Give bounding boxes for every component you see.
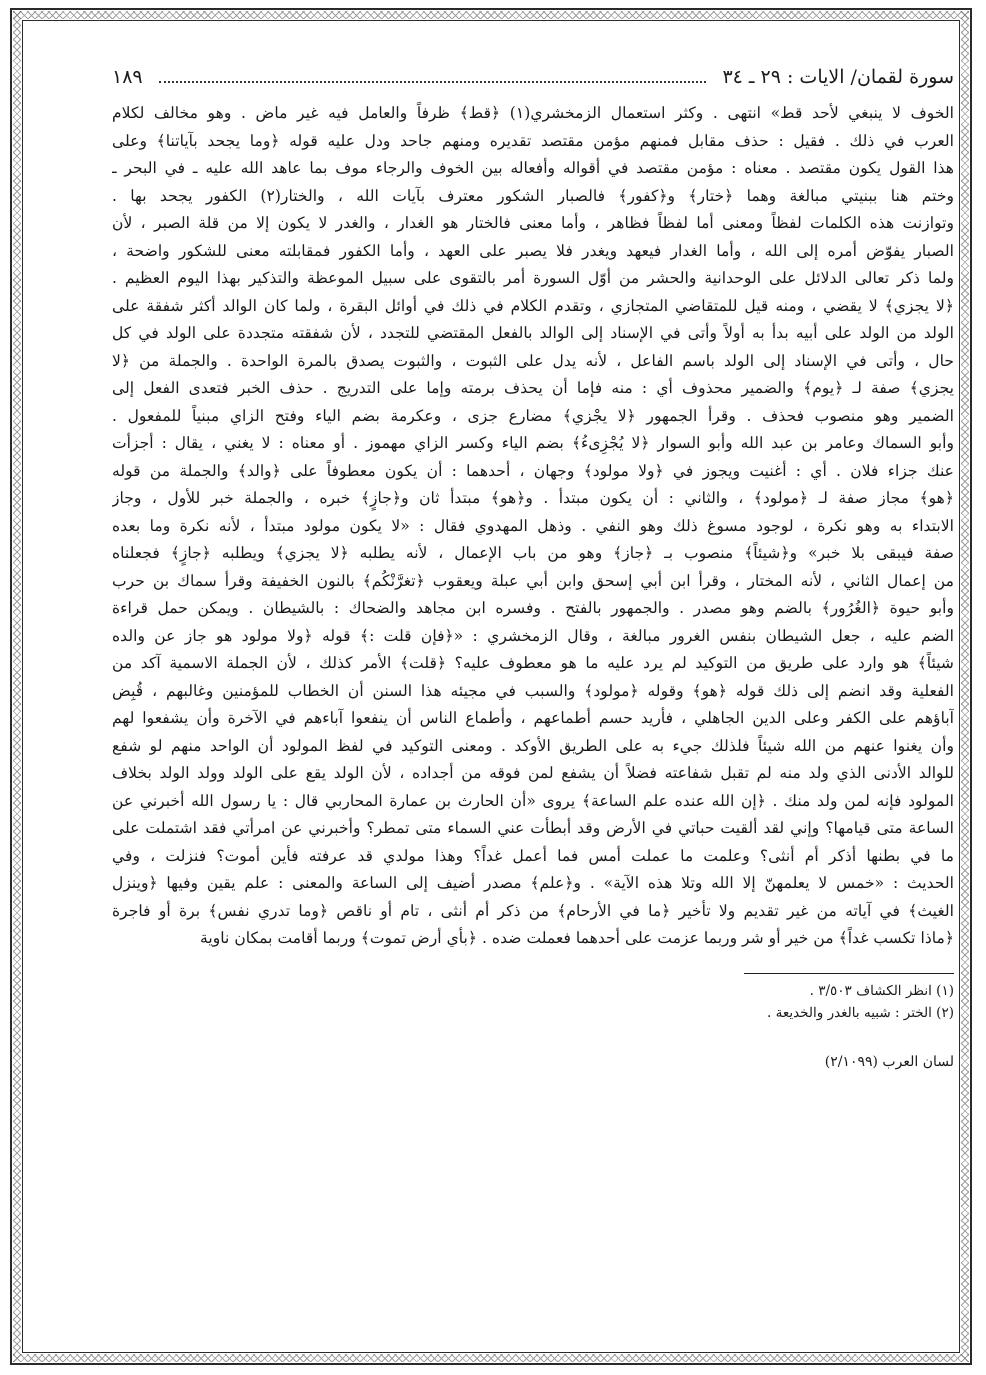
text-line: ﴿لا يجزي﴾ لا يقضي ، ومنه قيل للمتقاضي المتجازي ، وتقدم الكلام في ذلك في أوائل البقرة ، ولما كان الوالد أكثر شفقة على bbox=[112, 296, 954, 315]
text-line: الغيث﴾ في آياته من غير تقديم ولا تأخير ﴿ما في الأرحام﴾ من ذكر أم أنثى ، تام أو ناقص ﴿وما تدري نفس﴾ برة أو فاجرة bbox=[112, 901, 954, 920]
text-line: ﴿هو﴾ مجاز صفة لـ ﴿مولود﴾ ، والثاني : أن يكون مبتدأ . و﴿هو﴾ مبتدأ ثان و﴿جازٍ﴾ خبره ، والجملة خبر للأول ، وجاز bbox=[112, 489, 954, 507]
body-text bbox=[112, 100, 954, 953]
chapter-title: سورة لقمان/ الايات : ٢٩ ـ ٣٤ bbox=[722, 66, 954, 88]
text-line: ولما ذكر تعالى الدلائل على الوحدانية والحشر من أوّل السورة أمر بالتقوى على سبيل الموعظة والتذكير بهذا اليوم العظيم . bbox=[112, 269, 954, 287]
text-line: الابتداء به وهو نكرة ، لوجود مسوغ ذلك وهو النفي . وذهل المهدوي فقال : «لا يكون مولود مبتدأ ، لأنه نكرة وما بعده bbox=[112, 516, 954, 535]
text-line: ﴿ماذا تكسب غداً﴾ من خير أو شر وربما عزمت على أحدهما فعملت ضده . ﴿بأي أرض تموت﴾ وربما أقامت بمكان ناوية bbox=[200, 929, 954, 947]
text-line: الصبار يفوّض أمره إلى الله ، وأما الغدار فيعهد ويغدر فلا يصبر على العهد ، وأما الكفور فمقابلته معنى للشكور واضحة ، bbox=[112, 241, 954, 260]
text-line: الضمير وهو منصوب فحذف . وقرأ الجمهور ﴿لا يجْزي﴾ مضارع جزى ، وعكرمة بضم الياء وفتح الزاي مبنياً للمفعول . bbox=[112, 406, 954, 425]
text-line: من إعمال الثاني ، لأنه المختار ، وقرأ ابن أبي إسحق وابن أبي عبلة ويعقوب ﴿تغرَّنْكُم﴾ بالنون الخفيفة وقرأ سماك بن حرب bbox=[112, 571, 954, 590]
text-line: يجزي﴾ صفة لـ ﴿يوم﴾ والضمير محذوف أي : منه فإما أن يحذف برمته وإما على التدريج . حذف الخبر فتعدى الفعل إلى bbox=[112, 379, 954, 397]
ornamental-border-top bbox=[13, 11, 969, 19]
text-line: آباؤهم على الكفر وعلى الدين الجاهلي ، فأريد حسم أطماعهم ، وأطماع الناس أن ينفعوا آباءهم في الآخرة وأن يشفعوا لهم bbox=[112, 709, 954, 727]
header-dotted-leader bbox=[159, 71, 707, 83]
footnote-separator bbox=[744, 973, 954, 974]
text-line: الفعلية وقد انضم إلى ذلك قوله ﴿هو﴾ وقوله ﴿مولود﴾ والسبب في مجيئه هذا السنن أن الخطاب للمؤمنين وغالبهم ، قُبِض bbox=[112, 681, 954, 700]
text-line: هذا القول يكون مقتصد . معناه : مؤمن مقتصد في أقواله وأفعاله بين الخوف والرجاء موف بما عاهد الله عليه ـ في البحر ـ bbox=[112, 159, 954, 177]
footnote-2: (٢) الختر : شبيه بالغدر والخديعة . bbox=[767, 1004, 954, 1021]
text-line: وأن يغنوا عنهم من الله شيئاً فلذلك جيء به على الطريق الأوكد . ومعنى التوكيد في لفظ المولود أن الواحد منهم لو شفع bbox=[112, 736, 954, 755]
text-line: للوالد الأدنى الذي ولد منه لم تقبل شفاعته فضلاً أن يشفع لمن فوقه من أجداده ، لأن الولد يقع على الولد وولد الولد بخلاف bbox=[112, 764, 954, 782]
text-line: وختم هنا ببنيتي مبالغة وهما ﴿ختار﴾ و﴿كفور﴾ فالصبار الشكور معترف بآيات الله ، والختار(٢) الكفور يجحد بها . bbox=[112, 186, 954, 205]
text-line: الساعة متى قيامها؟ وإني لقد ألقيت حباتي في الأرض وقد أبطأت عني السماء متى تمطر؟ وأخبرني عن امرأتي فقد اشتملت على bbox=[112, 819, 954, 837]
text-line: عنك جزاء فلان . أي : أغنيت ويجوز في ﴿ولا مولود﴾ وجهان ، أحدهما : أن يكون معطوفاً على ﴿والد﴾ والجملة من قوله bbox=[112, 461, 954, 480]
page-number: ١٨٩ bbox=[112, 66, 143, 88]
text-line: الضم عليه ، جعل الشيطان بنفس الغرور مبالغة ، وقال الزمخشري : «﴿فإن قلت :﴾ قوله ﴿ولا مولود هو جاز عن والده bbox=[112, 626, 954, 645]
text-line: حال ، وأتى في الإسناد إلى الولد باسم الفاعل ، لأنه يدل على الثبوت ، والثبوت يصدق بالمرة الواحدة . والجملة من ﴿لا bbox=[112, 351, 954, 370]
text-line: وأبو السماك وعامر بن عبد الله وأبو السوار ﴿لا يُجْزِىءُ﴾ بضم الياء وكسر الزاي مهموز . أو معناه : لا يغني ، يقال : أجزأت bbox=[112, 434, 954, 452]
book-page bbox=[112, 58, 954, 1070]
ornamental-border-bottom bbox=[13, 1354, 969, 1362]
ornamental-border-left bbox=[13, 11, 21, 1362]
text-line: الولد من الولد على أبيه بدأ به أولاً وأتى في الإسناد إلى الوالد بالفعل المقتضي للتجدد ، لأن شفقته متجددة على الولد في كل bbox=[112, 324, 954, 342]
text-line: شيئاً﴾ هو وارد على طريق من التوكيد لم يرد عليه ما هو معطوف عليه؟ ﴿قلت﴾ الأمر كذلك ، لأن الجملة الاسمية آكد من bbox=[112, 654, 954, 672]
text-line: صفة فيبقى بلا خبر» و﴿شيئاً﴾ منصوب بـ ﴿جاز﴾ وهو من باب الإعمال ، لأنه يطلبه ﴿لا يجزي﴾ ويطلبه ﴿جازٍ﴾ فجعلناه bbox=[112, 544, 954, 562]
running-header bbox=[112, 58, 954, 96]
text-line: وتوازنت هذه الكلمات لفظاً ومعنى أما لفظاً فظاهر ، وأما معنى فالختار هو الغدار ، والغدر لا يكون إلا من قلة الصبر ، لأن bbox=[112, 214, 954, 232]
text-line: الخوف لا ينبغي لأحد قط» انتهى . وكثر استعمال الزمخشري(١) ﴿قط﴾ ظرفاً والعامل فيه غير ماض . وهو مخالف لكلام bbox=[112, 104, 954, 122]
footnote-1: (١) انظر الكشاف ٣/٥٠٣ . bbox=[809, 982, 954, 999]
text-line: وأبو حيوة ﴿الغُرُور﴾ بالضم وهو مصدر . والجمهور بالفتح . وفسره ابن مجاهد والضحاك : بالشيطان . ويمكن حمل قراءة bbox=[112, 599, 954, 617]
text-line: ما في بطنها أذكر أم أنثى؟ وعلمت ما عملت أمس فما أعمل غداً؟ وهذا مولدي قد عرفته فأين أموت؟ فنزلت ، وفي bbox=[112, 846, 954, 865]
ornamental-border-right bbox=[961, 11, 969, 1362]
text-line: العرب في ذلك . فقيل : حذف مقابل فمنهم مؤمن مقتصد تقديره ومنهم جاحد ودل عليه قوله ﴿وما يجحد بآياتنا﴾ وعلى bbox=[112, 131, 954, 150]
source-reference: لسان العرب (٢/١٠٩٩) bbox=[824, 1053, 954, 1070]
text-line: الحديث : «خمس لا يعلمهنّ إلا الله وتلا هذه الآية» . و﴿علم﴾ مصدر أضيف إلى الساعة والمعنى : علم يقين وفيها ﴿وينزل bbox=[112, 874, 954, 892]
text-line: المولود فإنه لمن ولد منك . ﴿إن الله عنده علم الساعة﴾ يروى «أن الحارث بن عمارة المحاربي قال : يا رسول الله أخبرني عن bbox=[112, 791, 954, 810]
